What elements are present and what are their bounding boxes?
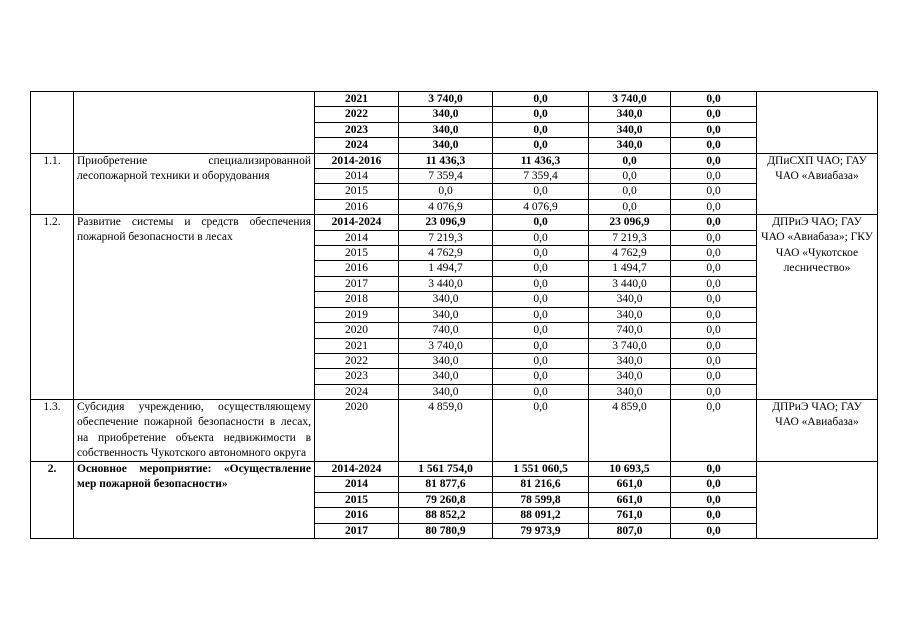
source1-cell: 0,0 (493, 92, 589, 107)
source1-cell: 0,0 (493, 307, 589, 322)
total-cell: 340,0 (399, 369, 493, 384)
source2-cell: 340,0 (589, 292, 671, 307)
year-cell: 2023 (315, 122, 399, 137)
source1-cell: 0,0 (493, 323, 589, 338)
source2-cell: 340,0 (589, 138, 671, 153)
year-cell: 2014 (315, 169, 399, 184)
responsible-executor: ДПРиЭ ЧАО; ГАУ ЧАО «Авиабаза»; ГКУ ЧАО «Чукотское лесничество» (757, 215, 878, 400)
total-cell: 340,0 (399, 122, 493, 137)
table-row (31, 92, 878, 107)
year-cell: 2020 (315, 323, 399, 338)
total-cell: 3 740,0 (399, 338, 493, 353)
total-cell: 79 260,8 (399, 492, 493, 507)
year-cell: 2024 (315, 384, 399, 399)
year-cell: 2024 (315, 138, 399, 153)
source2-cell: 0,0 (589, 199, 671, 214)
source2-cell: 340,0 (589, 353, 671, 368)
source3-cell: 0,0 (671, 353, 757, 368)
item-number (31, 92, 74, 154)
source3-cell: 0,0 (671, 461, 757, 476)
total-cell: 81 877,6 (399, 477, 493, 492)
table-row (31, 215, 878, 230)
source2-cell: 23 096,9 (589, 215, 671, 230)
year-cell: 2021 (315, 338, 399, 353)
year-cell: 2017 (315, 523, 399, 538)
source3-cell: 0,0 (671, 523, 757, 538)
year-cell: 2022 (315, 353, 399, 368)
source2-cell: 7 219,3 (589, 230, 671, 245)
total-cell: 11 436,3 (399, 153, 493, 168)
total-cell: 340,0 (399, 138, 493, 153)
source2-cell: 3 740,0 (589, 338, 671, 353)
source3-cell: 0,0 (671, 384, 757, 399)
total-cell: 340,0 (399, 292, 493, 307)
source1-cell: 0,0 (493, 400, 589, 462)
source3-cell: 0,0 (671, 400, 757, 462)
total-cell: 7 359,4 (399, 169, 493, 184)
source1-cell: 0,0 (493, 292, 589, 307)
total-cell: 4 076,9 (399, 199, 493, 214)
year-cell: 2014 (315, 477, 399, 492)
total-cell: 4 859,0 (399, 400, 493, 462)
total-cell: 23 096,9 (399, 215, 493, 230)
item-number: 1.3. (31, 400, 74, 462)
source2-cell: 4 859,0 (589, 400, 671, 462)
total-cell: 1 561 754,0 (399, 461, 493, 476)
source3-cell: 0,0 (671, 323, 757, 338)
responsible-executor (757, 461, 878, 538)
year-cell: 2017 (315, 276, 399, 291)
source1-cell: 0,0 (493, 138, 589, 153)
table-row (31, 153, 878, 168)
source2-cell: 10 693,5 (589, 461, 671, 476)
source3-cell: 0,0 (671, 138, 757, 153)
item-number: 1.1. (31, 153, 74, 215)
source1-cell: 78 599,8 (493, 492, 589, 507)
total-cell: 340,0 (399, 307, 493, 322)
year-cell: 2015 (315, 246, 399, 261)
item-number: 2. (31, 461, 74, 538)
total-cell: 1 494,7 (399, 261, 493, 276)
responsible-executor: ДПиСХП ЧАО; ГАУ ЧАО «Авиабаза» (757, 153, 878, 215)
table-row (31, 400, 878, 462)
source2-cell: 340,0 (589, 384, 671, 399)
source1-cell: 0,0 (493, 184, 589, 199)
source3-cell: 0,0 (671, 292, 757, 307)
total-cell: 88 852,2 (399, 508, 493, 523)
item-name: Развитие системы и средств обеспечения пожарной безопасности в лесах (74, 215, 315, 400)
item-name: Приобретение специализированной лесопожарной техники и оборудования (74, 153, 315, 215)
table-row (31, 461, 878, 476)
source1-cell: 81 216,6 (493, 477, 589, 492)
year-cell: 2022 (315, 107, 399, 122)
source2-cell: 3 740,0 (589, 92, 671, 107)
source1-cell: 88 091,2 (493, 508, 589, 523)
responsible-executor (757, 92, 878, 154)
item-number: 1.2. (31, 215, 74, 400)
source3-cell: 0,0 (671, 276, 757, 291)
source3-cell: 0,0 (671, 92, 757, 107)
source3-cell: 0,0 (671, 492, 757, 507)
item-name: Основное мероприятие: «Осуществление мер пожарной безопасности» (74, 461, 315, 538)
source3-cell: 0,0 (671, 184, 757, 199)
year-cell: 2021 (315, 92, 399, 107)
year-cell: 2016 (315, 261, 399, 276)
total-cell: 80 780,9 (399, 523, 493, 538)
total-cell: 7 219,3 (399, 230, 493, 245)
total-cell: 340,0 (399, 384, 493, 399)
source3-cell: 0,0 (671, 477, 757, 492)
source2-cell: 0,0 (589, 184, 671, 199)
source1-cell: 0,0 (493, 122, 589, 137)
source2-cell: 4 762,9 (589, 246, 671, 261)
source1-cell: 0,0 (493, 338, 589, 353)
total-cell: 3 440,0 (399, 276, 493, 291)
total-cell: 740,0 (399, 323, 493, 338)
source2-cell: 661,0 (589, 492, 671, 507)
source2-cell: 340,0 (589, 307, 671, 322)
total-cell: 340,0 (399, 107, 493, 122)
total-cell: 3 740,0 (399, 92, 493, 107)
total-cell: 4 762,9 (399, 246, 493, 261)
source2-cell: 807,0 (589, 523, 671, 538)
source3-cell: 0,0 (671, 107, 757, 122)
source3-cell: 0,0 (671, 215, 757, 230)
source3-cell: 0,0 (671, 199, 757, 214)
source2-cell: 340,0 (589, 122, 671, 137)
source1-cell: 0,0 (493, 261, 589, 276)
source2-cell: 0,0 (589, 169, 671, 184)
source3-cell: 0,0 (671, 122, 757, 137)
source1-cell: 0,0 (493, 369, 589, 384)
source2-cell: 340,0 (589, 107, 671, 122)
source3-cell: 0,0 (671, 246, 757, 261)
total-cell: 0,0 (399, 184, 493, 199)
source3-cell: 0,0 (671, 261, 757, 276)
source2-cell: 1 494,7 (589, 261, 671, 276)
source3-cell: 0,0 (671, 153, 757, 168)
source1-cell: 0,0 (493, 107, 589, 122)
year-cell: 2016 (315, 508, 399, 523)
year-cell: 2016 (315, 199, 399, 214)
item-name (74, 92, 315, 154)
source2-cell: 3 440,0 (589, 276, 671, 291)
year-cell: 2015 (315, 492, 399, 507)
year-cell: 2023 (315, 369, 399, 384)
source1-cell: 1 551 060,5 (493, 461, 589, 476)
source1-cell: 11 436,3 (493, 153, 589, 168)
year-cell: 2014-2016 (315, 153, 399, 168)
total-cell: 340,0 (399, 353, 493, 368)
source1-cell: 0,0 (493, 246, 589, 261)
source3-cell: 0,0 (671, 169, 757, 184)
source3-cell: 0,0 (671, 338, 757, 353)
source1-cell: 79 973,9 (493, 523, 589, 538)
source3-cell: 0,0 (671, 369, 757, 384)
program-table (30, 91, 878, 539)
source3-cell: 0,0 (671, 230, 757, 245)
source2-cell: 0,0 (589, 153, 671, 168)
source1-cell: 0,0 (493, 353, 589, 368)
source1-cell: 0,0 (493, 230, 589, 245)
source2-cell: 761,0 (589, 508, 671, 523)
source2-cell: 661,0 (589, 477, 671, 492)
source1-cell: 4 076,9 (493, 199, 589, 214)
source1-cell: 0,0 (493, 215, 589, 230)
year-cell: 2020 (315, 400, 399, 462)
year-cell: 2014 (315, 230, 399, 245)
source2-cell: 340,0 (589, 369, 671, 384)
source1-cell: 0,0 (493, 276, 589, 291)
source3-cell: 0,0 (671, 307, 757, 322)
source1-cell: 7 359,4 (493, 169, 589, 184)
item-name: Субсидия учреждению, осуществляющему обеспечение пожарной безопасности в лесах, на приобретение объекта недвижимости в собственность Чукотского автономного округа (74, 400, 315, 462)
year-cell: 2015 (315, 184, 399, 199)
year-cell: 2018 (315, 292, 399, 307)
source1-cell: 0,0 (493, 384, 589, 399)
year-cell: 2014-2024 (315, 215, 399, 230)
year-cell: 2019 (315, 307, 399, 322)
responsible-executor: ДПРиЭ ЧАО; ГАУ ЧАО «Авиабаза» (757, 400, 878, 462)
year-cell: 2014-2024 (315, 461, 399, 476)
source2-cell: 740,0 (589, 323, 671, 338)
source3-cell: 0,0 (671, 508, 757, 523)
